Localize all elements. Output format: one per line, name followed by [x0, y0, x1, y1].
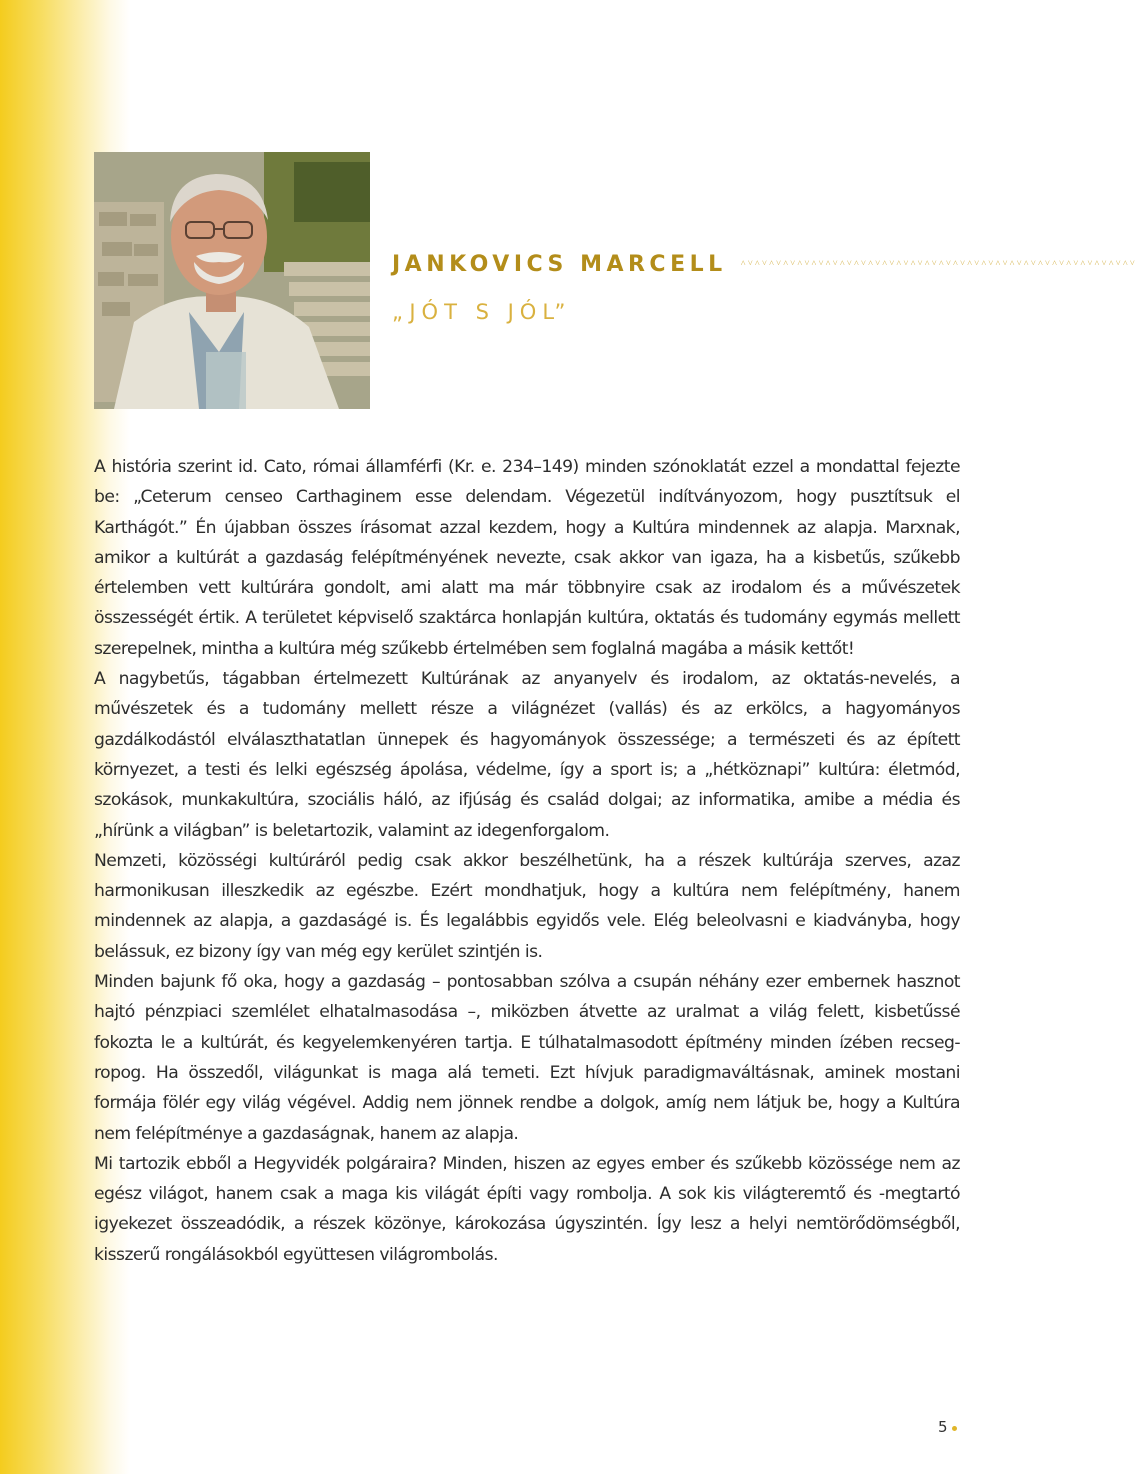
article-title: „JÓT S JÓL”	[392, 300, 572, 324]
article-body	[94, 452, 960, 1270]
page-dot-icon	[952, 1426, 957, 1431]
heading-decoration: ˄˅˄˅˄˅˄˅˄˅˄˅˄˅˄˅˄˅˄˅˄˅˄˅˄˅˄˅˄˅˄˅˄˅˄˅˄˅˄˅˄˅˄˅˄˅˄˅˄˅˄˅˄˅˄˅	[740, 259, 1137, 269]
author-photo	[94, 152, 370, 409]
page-number: 5	[938, 1418, 948, 1436]
paragraph: Mi tartozik ebből a Hegyvidék polgáraira? Minden, hiszen az egyes ember és szűkebb közössége nem az egész világot, hanem csak a maga kis világát építi vagy rombolja. A sok kis világteremtő és -megtartó igyekezet összeadódik, a részek közönye, károkozása úgyszintén. Így lesz a helyi nemtörődömségből, kisszerű rongálásokból együttesen világrombolás.	[94, 1153, 960, 1265]
paragraph: A nagybetűs, tágabban értelmezett Kultúrának az anyanyelv és irodalom, az oktatás-nevelés, a művészetek és a tudomány mellett része a világnézet (vallás) és az erkölcs, a hagyományos gazdálkodástól elválaszthatatlan ünnepek és hagyományok összessége; a természeti és az épített környezet, a testi és lelki egészség ápolása, védelme, így a sport is; a „hétköznapi” kultúra: életmód, szokások, munkakultúra, szociális háló, az ifjúság és család dolgai; az informatika, amibe a média és „hírünk a világban” is beletartozik, valamint az idegenforgalom.	[94, 669, 960, 841]
author-name: JANKOVICS MARCELL	[392, 251, 727, 277]
paragraph: Nemzeti, közösségi kultúráról pedig csak akkor beszélhetünk, ha a részek kultúrája szerves, azaz harmonikusan illeszkedik az egészbe. Ezért mondhatjuk, hogy a kultúra nem felépítmény, hanem mindennek az alapja, a gazdaságé is. És legalábbis egyidős vele. Elég beleolvasni e kiadványba, hogy belássuk, ez bizony így van még egy kerület szintjén is.	[94, 850, 960, 962]
paragraph: Minden bajunk fő oka, hogy a gazdaság – pontosabban szólva a csupán néhány ezer embernek hasznot hajtó pénzpiaci szemlélet elhatalmasodása –, miközben átvette az uralmat a világ felett, kisbetűssé fokozta le a kultúrát, és kegyelemkenyéren tartja. E túlhatalmasodott építmény minden ízében recseg-ropog. Ha összedől, világunkat is maga alá temeti. Ezt hívjuk paradigmaváltásnak, aminek mostani formája fölér egy világ végével. Addig nem jönnek rendbe a dolgok, amíg nem látjuk be, hogy a Kultúra nem felépítménye a gazdaságnak, hanem az alapja.	[94, 972, 960, 1144]
author-heading	[392, 249, 1137, 279]
paragraph: A história szerint id. Cato, római államférfi (Kr. e. 234–149) minden szónoklatát ezzel a mondattal fejezte be: „Ceterum censeo Carthaginem esse delendam. Végezetül indítványozom, hogy pusztítsuk el Karthágót.” Én újabban összes írásomat azzal kezdem, hogy a Kultúra mindennek az alapja. Marxnak, amikor a kultúrát a gazdaság felépítményének nevezte, csak akkor van igaza, ha a kisbetűs, szűkebb értelemben vett kultúrára gondolt, ami alatt ma már többnyire csak az irodalom és a művészetek összességét értik. A területet képviselő szaktárca honlapján kultúra, oktatás és tudomány egymás mellett szerepelnek, mintha a kultúra még szűkebb értelmében sem foglalná magába a másik kettőt!	[94, 457, 960, 659]
